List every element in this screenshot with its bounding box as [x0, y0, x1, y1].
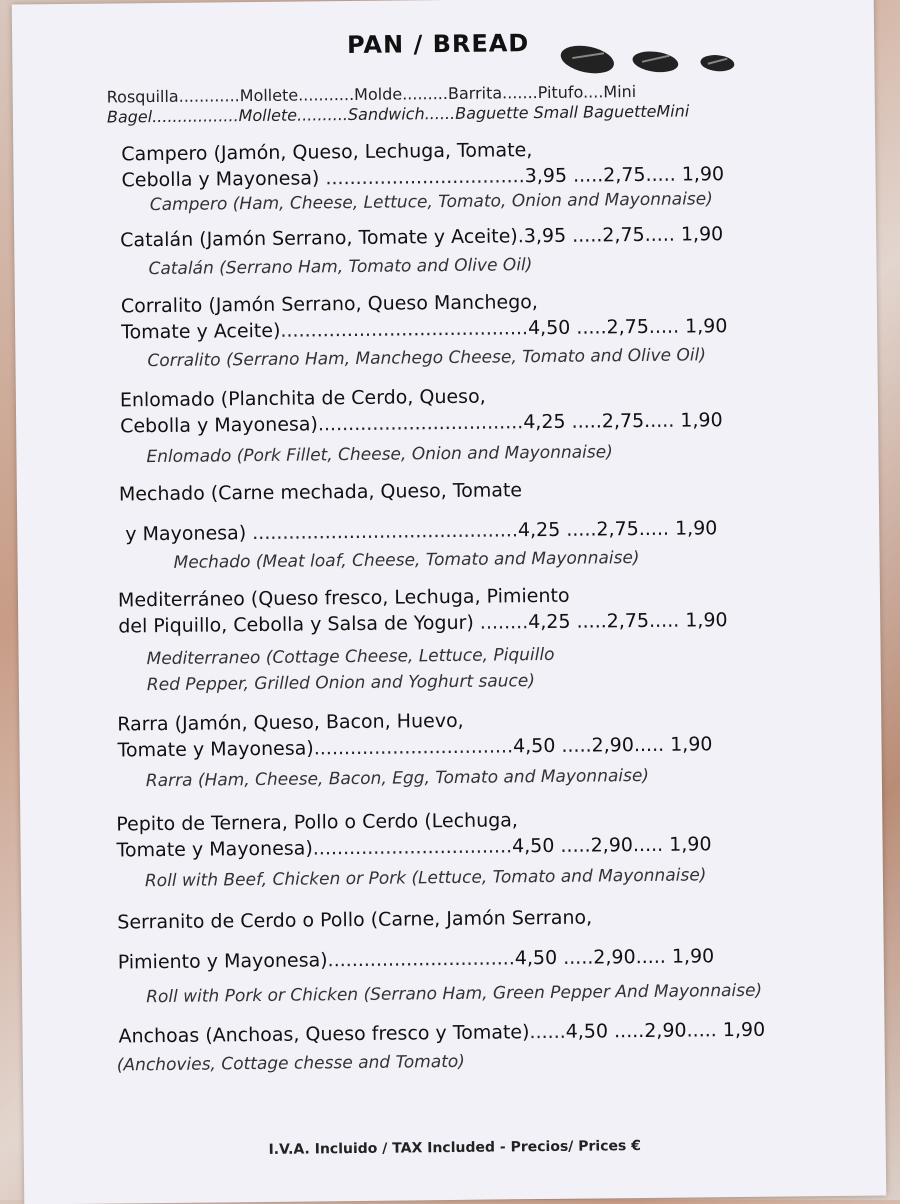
title-row [12, 26, 874, 63]
item-name-cont: Tomate y Mayonesa).................................4,50 .....2,90..... 1,90 [117, 733, 713, 762]
item-translation: Campero (Ham, Cheese, Lettuce, Tomato, Onion and Mayonnaise) [149, 189, 713, 216]
item-name-cont: Anchoas (Anchoas, Queso fresco y Tomate)......4,50 .....2,90..... 1,90 [118, 1018, 766, 1048]
bread-type-es: Barrita [447, 83, 503, 103]
bread-types-es: Rosquilla............Mollete...........Molde.........Barrita.......Pitufo....Mini [106, 82, 637, 107]
menu-item [19, 705, 881, 792]
item-prices: 4,25 .....2,75..... 1,90 [517, 517, 718, 542]
bread-type-en: Mini [656, 101, 690, 121]
item-translation-cont: Red Pepper, Grilled Onion and Yoghurt sauce) [146, 671, 536, 696]
item-translation: Mechado (Meat loaf, Cheese, Tomato and Mayonnaise) [173, 548, 640, 573]
item-prices: 4,50 .....2,90..... 1,90 [514, 945, 715, 970]
bread-type-es: Mollete [239, 85, 299, 106]
item-prices: 4,25 .....2,75..... 1,90 [523, 409, 723, 434]
item-translation: Catalán (Serrano Ham, Tomato and Olive Oil) [148, 255, 533, 280]
item-name: Rarra (Jamón, Queso, Bacon, Huevo, [117, 709, 464, 736]
bread-type-en: Sandwich [347, 104, 425, 125]
menu-item [16, 381, 878, 468]
item-prices: 4,50 .....2,90..... 1,90 [565, 1018, 766, 1043]
item-prices: 4,50 .....2,90..... 1,90 [511, 833, 712, 858]
menu-item [21, 903, 883, 1008]
item-name: Mediterráneo (Queso fresco, Lechuga, Pimiento [117, 584, 570, 612]
page-title: PAN / BREAD [346, 29, 530, 60]
tax-note: I.V.A. Incluido / TAX Included - Precios/ Prices € [268, 1138, 642, 1158]
menu-items [13, 136, 875, 1076]
item-name: Serranito de Cerdo o Pollo (Carne, Jamón Serrano, [117, 906, 593, 934]
item-prices: 4,25 .....2,75..... 1,90 [528, 609, 728, 634]
menu-sheet [12, 0, 887, 1204]
bread-type-en: Baguette [455, 103, 529, 123]
item-translation: Roll with Pork or Chicken (Serrano Ham, Green Pepper And Mayonnaise) [146, 980, 763, 1008]
item-name-cont: y Mayonesa) ............................................4,25 .....2,75..... 1,90 [125, 517, 718, 546]
item-prices: 4,50 .....2,75..... 1,90 [527, 315, 728, 340]
item-translation: Mediterraneo (Cottage Cheese, Lettuce, Piquillo [146, 644, 555, 670]
item-translation: Corralito (Serrano Ham, Manchego Cheese, Tomato and Olive Oil) [147, 345, 707, 372]
item-translation: Roll with Beef, Chicken or Pork (Lettuce, Tomato and Mayonnaise) [144, 865, 707, 892]
item-translation: Enlomado (Pork Fillet, Cheese, Onion and Mayonnaise) [146, 442, 613, 468]
menu-item [20, 805, 882, 892]
item-name: Campero (Jamón, Queso, Lechuga, Tomate, [121, 139, 533, 166]
bread-bun-icon [700, 54, 735, 73]
menu-item [15, 288, 877, 372]
item-translation: Rarra (Ham, Cheese, Bacon, Egg, Tomato and Mayonnaise) [145, 765, 650, 792]
item-prices: 3,95 .....2,75..... 1,90 [523, 223, 724, 248]
bread-type-en: Bagel [106, 107, 153, 127]
item-name-cont: Catalán (Jamón Serrano, Tomate y Aceite).3,95 .....2,75..... 1,90 [120, 223, 724, 252]
menu-item [22, 1017, 884, 1076]
menu-item [18, 581, 880, 696]
bread-type-en: Mollete [238, 105, 298, 126]
item-name-cont: Cebolla y Mayonesa) .................................3,95 .....2,75..... 1,90 [121, 163, 725, 192]
item-prices: 4,50 .....2,90..... 1,90 [512, 733, 713, 758]
bread-type-es: Molde [354, 84, 403, 104]
item-name: Corralito (Jamón Serrano, Queso Manchego, [120, 291, 539, 318]
menu-item [13, 136, 875, 216]
item-name: Pepito de Ternera, Pollo o Cerdo (Lechuga, [116, 809, 519, 836]
item-name-cont: Pimiento y Mayonesa)...............................4,50 .....2,90..... 1,90 [117, 945, 715, 974]
bread-types-en: Bagel.................Mollete..........Sandwich......Baguette Small BaguetteMini [106, 101, 690, 127]
item-name-cont: Tomate y Mayonesa).................................4,50 .....2,90..... 1,90 [116, 833, 712, 862]
item-name-cont: Tomate y Aceite).........................................4,50 .....2,75..... 1,90 [121, 315, 728, 344]
item-translation: (Anchovies, Cottage chesse and Tomato) [116, 1051, 465, 1076]
item-name-cont: Cebolla y Mayonesa)..................................4,25 .....2,75..... 1,90 [120, 409, 723, 438]
menu-item [17, 475, 879, 573]
menu-item [14, 222, 876, 280]
item-name: Enlomado (Planchita de Cerdo, Queso, [119, 385, 486, 412]
item-name-cont: del Piquillo, Cebolla y Salsa de Yogur) ........4,25 .....2,75..... 1,90 [118, 609, 728, 638]
item-name: Mechado (Carne mechada, Queso, Tomate [118, 479, 523, 506]
bread-type-es: Pitufo [537, 82, 584, 103]
bread-type-es: Rosquilla [106, 86, 179, 107]
item-prices: 3,95 .....2,75..... 1,90 [524, 163, 725, 188]
bread-type-en: Small Baguette [533, 101, 657, 123]
bread-type-es: Mini [603, 82, 637, 102]
